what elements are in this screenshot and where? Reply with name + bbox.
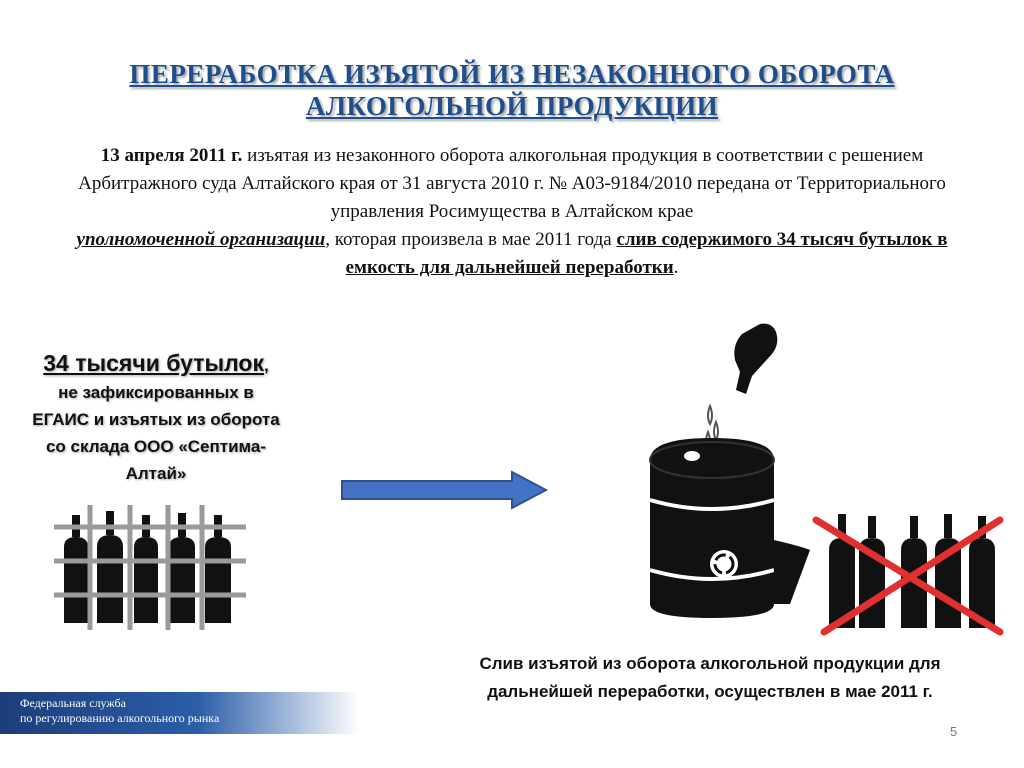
caged-bottles-icon	[50, 505, 250, 630]
bottles-count-comma: ,	[264, 356, 269, 375]
intro-end: .	[673, 257, 679, 278]
intro-date: 13 апреля 2011 г.	[100, 145, 243, 166]
pouring-bottle-icon	[734, 324, 777, 394]
title-line-2: АЛКОГОЛЬНОЙ ПРОДУКЦИИ	[305, 91, 719, 121]
bottles-description: не зафиксированных в ЕГАИС и изъятых из оборота со склада ООО «Септима-Алтай»	[32, 383, 280, 483]
intro-paragraph	[60, 142, 964, 282]
footer-band	[0, 692, 360, 734]
page-number: 5	[950, 724, 958, 739]
bottle-icon	[64, 515, 88, 623]
right-arrow-icon	[340, 470, 550, 510]
bottle-icon	[205, 515, 231, 623]
intro-action: слив содержимого 34 тысяч бутылок в емкость для дальнейшей переработки	[345, 229, 948, 278]
footer-text	[20, 696, 219, 726]
barrel-icon	[650, 438, 810, 618]
bottle-icon	[935, 514, 961, 628]
footer-line-2: по регулированию алкогольного рынка	[20, 711, 220, 725]
bottom-caption: Слив изъятой из оборота алкогольной продукции для дальнейшей переработки, осуществлен в мае 2011 г.	[479, 654, 941, 701]
crossed-bottles-icon	[810, 510, 1010, 640]
footer-line-1: Федеральная служба	[20, 696, 126, 710]
barrel-pour-icon	[640, 320, 810, 620]
slide-title	[0, 58, 1024, 122]
bottle-icon	[134, 515, 158, 623]
intro-text-1: изъятая из незаконного оборота алкогольная продукция в соответствии с решением Арбитражного суда Алтайского края от 31 августа 2010 г. № А03-9184/2010 передана от Территориального управления Росимущества в Алтайском крае	[78, 145, 946, 222]
intro-organization: уполномоченной организации	[76, 229, 326, 250]
intro-text-2: , которая произвела в мае 2011 года	[325, 229, 617, 250]
bottles-caption	[30, 350, 282, 487]
title-line-1: ПЕРЕРАБОТКА ИЗЪЯТОЙ ИЗ НЕЗАКОННОГО ОБОРОТА	[129, 59, 895, 89]
bottles-count: 34 тысячи бутылок	[43, 350, 264, 376]
